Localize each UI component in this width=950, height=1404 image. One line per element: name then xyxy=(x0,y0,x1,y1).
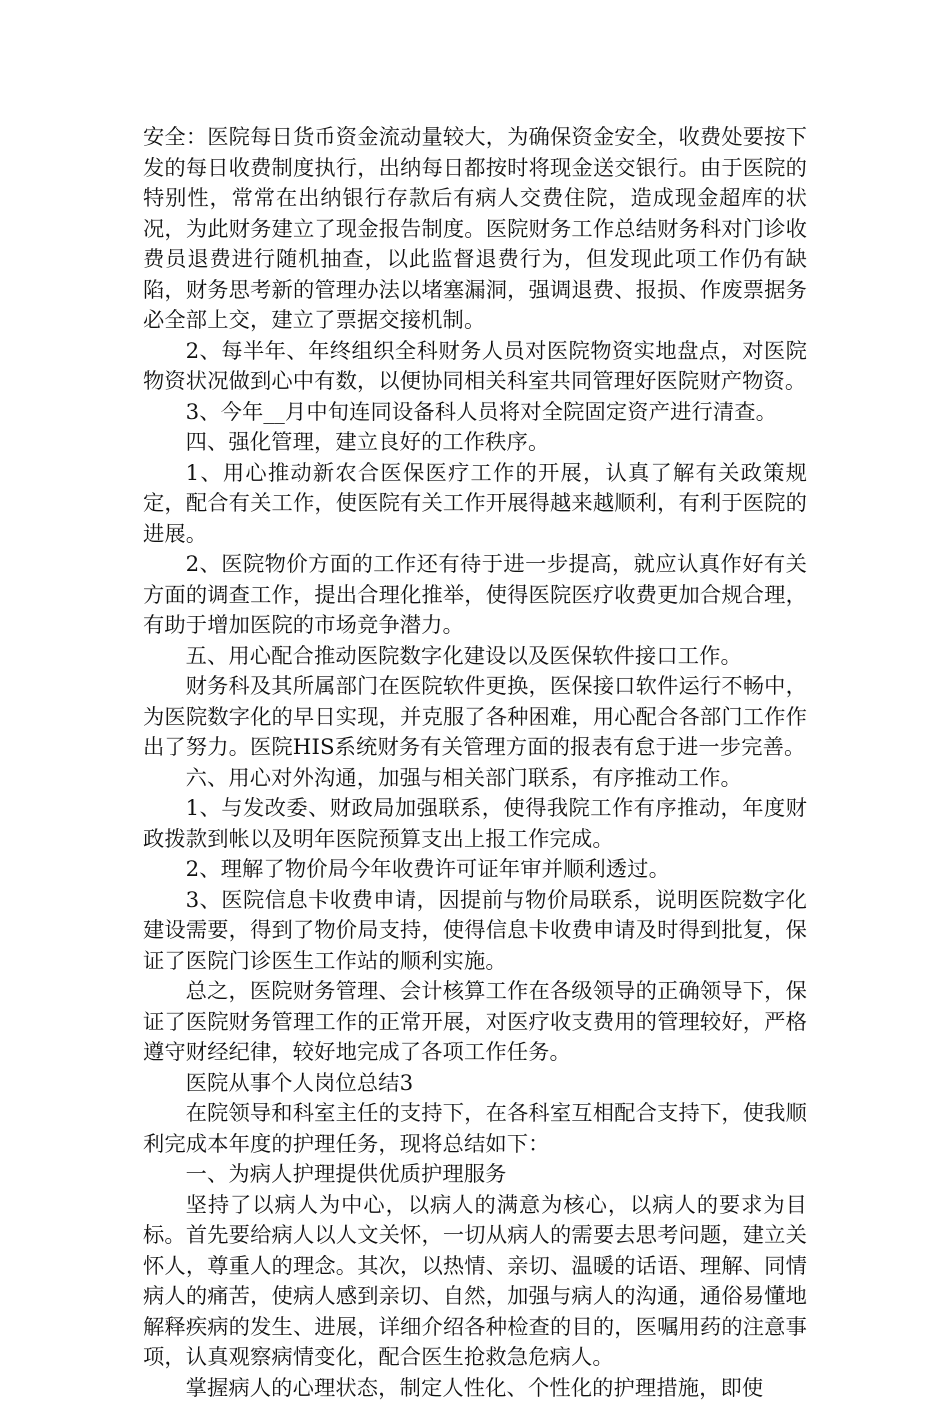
section-heading-communication: 六、用心对外沟通，加强与相关部门联系，有序推动工作。 xyxy=(143,764,807,795)
document-body xyxy=(143,123,807,1404)
paragraph-conclusion: 总之，医院财务管理、会计核算工作在各级领导的正确领导下，保证了医院财务管理工作的正常开展，对医疗收支费用的管理较好，严格遵守财经纪律，较好地完成了各项工作任务。 xyxy=(143,977,807,1069)
section-heading-digitalization: 五、用心配合推动医院数字化建设以及医保软件接口工作。 xyxy=(143,642,807,673)
paragraph-intro: 在院领导和科室主任的支持下，在各科室互相配合支持下，使我顺利完成本年度的护理任务，现将总结如下： xyxy=(143,1099,807,1160)
section-title-summary-3: 医院从事个人岗位总结3 xyxy=(143,1069,807,1100)
paragraph-cash-safety: 安全：医院每日货币资金流动量较大，为确保资金安全，收费处要按下发的每日收费制度执行，出纳每日都按时将现金送交银行。由于医院的特别性，常常在出纳银行存款后有病人交费住院，造成现金超库的状况，为此财务建立了现金报告制度。医院财务工作总结财务科对门诊收费员退费进行随机抽查，以此监督退费行为，但发现此项工作仍有缺陷，财务思考新的管理办法以堵塞漏洞，强调退费、报损、作废票据务必全部上交，建立了票据交接机制。 xyxy=(143,123,807,337)
paragraph-budget: 1、与发改委、财政局加强联系，使得我院工作有序推动，年度财政拨款到帐以及明年医院预算支出上报工作完成。 xyxy=(143,794,807,855)
paragraph-psychology: 掌握病人的心理状态，制定人性化、个性化的护理措施，即使 xyxy=(143,1374,807,1404)
paragraph-license: 2、理解了物价局今年收费许可证年审并顺利透过。 xyxy=(143,855,807,886)
paragraph-asset-check: 3、今年__月中旬连同设备科人员将对全院固定资产进行清查。 xyxy=(143,398,807,429)
paragraph-software: 财务科及其所属部门在医院软件更换，医保接口软件运行不畅中，为医院数字化的早日实现，并克服了各种困难，用心配合各部门工作作出了努力。医院HIS系统财务有关管理方面的报表有怠于进一步完善。 xyxy=(143,672,807,764)
paragraph-info-card: 3、医院信息卡收费申请，因提前与物价局联系，说明医院数字化建设需要，得到了物价局支持，使得信息卡收费申请及时得到批复，保证了医院门诊医生工作站的顺利实施。 xyxy=(143,886,807,978)
paragraph-patient-centered: 坚持了以病人为中心，以病人的满意为核心，以病人的要求为目标。首先要给病人以人文关怀，一切从病人的需要去思考问题，建立关怀人，尊重人的理念。其次，以热情、亲切、温暖的话语、理解、同情病人的痛苦，使病人感到亲切、自然，加强与病人的沟通，通俗易懂地解释疾病的发生、进展，详细介绍各种检查的目的，医嘱用药的注意事项，认真观察病情变化，配合医生抢救急危病人。 xyxy=(143,1191,807,1374)
paragraph-inventory: 2、每半年、年终组织全科财务人员对医院物资实地盘点，对医院物资状况做到心中有数，以便协同相关科室共同管理好医院财产物资。 xyxy=(143,337,807,398)
section-heading-nursing-service: 一、为病人护理提供优质护理服务 xyxy=(143,1160,807,1191)
section-heading-management: 四、强化管理，建立良好的工作秩序。 xyxy=(143,428,807,459)
paragraph-insurance: 1、用心推动新农合医保医疗工作的开展，认真了解有关政策规定，配合有关工作，使医院有关工作开展得越来越顺利，有利于医院的进展。 xyxy=(143,459,807,551)
paragraph-pricing: 2、医院物价方面的工作还有待于进一步提高，就应认真作好有关方面的调查工作，提出合理化推举，使得医院医疗收费更加合规合理，有助于增加医院的市场竞争潜力。 xyxy=(143,550,807,642)
